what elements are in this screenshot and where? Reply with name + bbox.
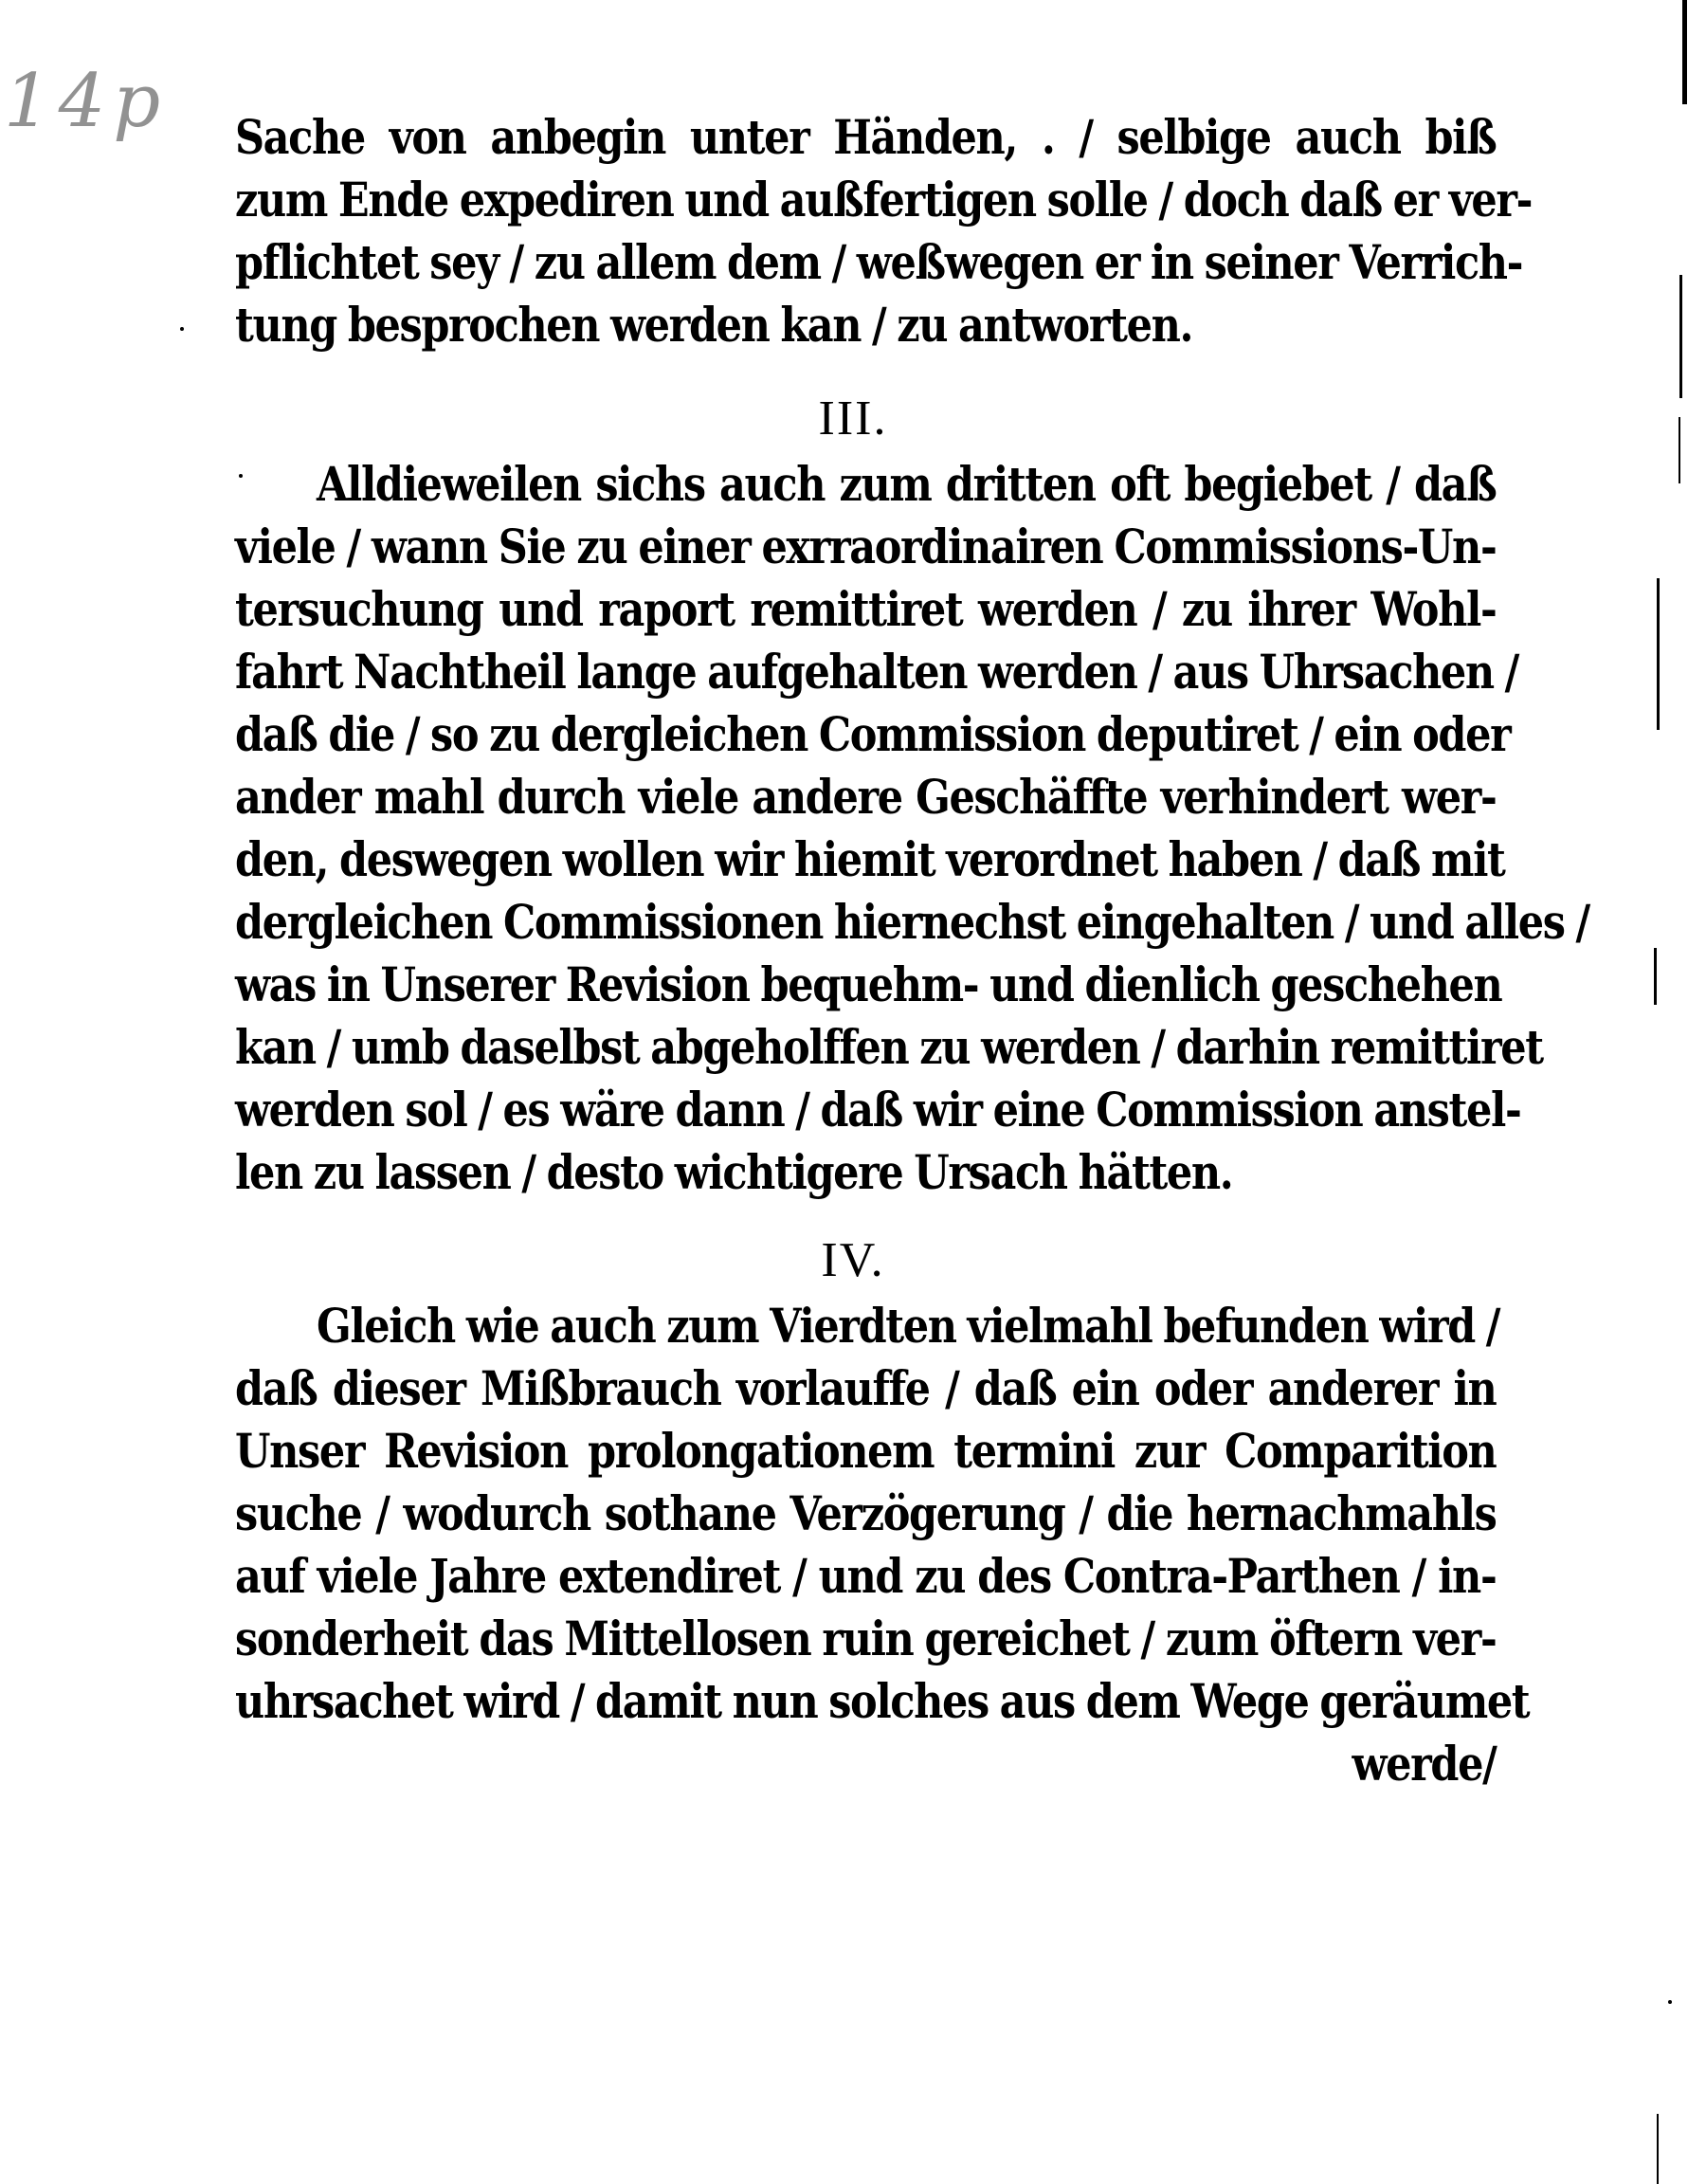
text-line: viele / wann Sie zu einer exrraordinairen Commissions-Un- xyxy=(235,519,1497,574)
text-line: daß dieser Mißbrauch vorlauffe / daß ein oder anderer in xyxy=(235,1360,1497,1416)
text-line: Sache von anbegin unter Händen, . / selbige auch biß xyxy=(235,109,1497,165)
text-line: tersuchung und raport remittiret werden / zu ihrer Wohl- xyxy=(235,581,1497,637)
scan-edge-mark xyxy=(1679,417,1680,483)
scan-edge-mark xyxy=(1654,948,1657,1005)
text-line: Gleich wie auch zum Vierdten vielmahl befunden wird / xyxy=(317,1298,1500,1354)
scan-speck xyxy=(239,474,243,478)
text-line: Unser Revision prolongationem termini zur Comparition xyxy=(235,1423,1497,1479)
text-line: sonderheit das Mittellosen ruin gereichet / zum öftern ver- xyxy=(235,1611,1497,1666)
scan-edge-mark xyxy=(1657,578,1660,730)
handwritten-margin-note: 14p xyxy=(4,59,169,144)
text-line: auf viele Jahre extendiret / und zu des Contra-Parthen / in- xyxy=(235,1548,1497,1604)
text-line: den, deswegen wollen wir hiemit verordnet haben / daß mit xyxy=(235,831,1505,887)
text-line: ander mahl durch viele andere Geschäffte verhindert wer- xyxy=(235,769,1497,825)
text-line: zum Ende expediren und außfertigen solle / doch daß er ver- xyxy=(235,172,1533,228)
text-line: uhrsachet wird / damit nun solches aus dem Wege geräumet xyxy=(235,1673,1530,1729)
intro-paragraph xyxy=(235,106,1533,356)
text-line: tung besprochen werden kan / zu antworten. xyxy=(235,297,1193,353)
text-line: daß die / so zu dergleichen Commission deputiret / ein oder xyxy=(235,706,1511,762)
catchword: werde/ xyxy=(1352,1736,1497,1792)
scan-speck xyxy=(180,327,184,331)
text-line: dergleichen Commissionen hiernechst eingehalten / und alles / xyxy=(235,894,1589,950)
text-line: werden sol / es wäre dann / daß wir eine Commission anstel- xyxy=(235,1082,1521,1138)
scan-edge-mark xyxy=(1682,0,1687,104)
scan-speck xyxy=(1668,2000,1672,2004)
text-line: Alldieweilen sichs auch zum dritten oft begiebet / daß xyxy=(317,456,1497,512)
text-line: kan / umb daselbst abgeholffen zu werden / darhin remittiret xyxy=(235,1019,1543,1075)
text-line: fahrt Nachtheil lange aufgehalten werden / aus Uhrsachen / xyxy=(235,644,1518,700)
scan-edge-mark xyxy=(1657,2114,1659,2184)
section-iii-paragraph xyxy=(235,453,1589,1204)
text-line: was in Unserer Revision bequehm- und dienlich geschehen xyxy=(235,956,1502,1012)
section-iv-paragraph xyxy=(235,1295,1530,1795)
scan-edge-mark xyxy=(1679,275,1682,398)
text-line: suche / wodurch sothane Verzögerung / die hernachmahls xyxy=(235,1485,1497,1541)
section-heading-iv: IV. xyxy=(821,1233,885,1287)
section-heading-iii: III. xyxy=(818,391,888,446)
text-line: pflichtet sey / zu allem dem / weßwegen er in seiner Verrich- xyxy=(235,234,1523,290)
text-line: len zu lassen / desto wichtigere Ursach hätten. xyxy=(235,1144,1233,1200)
